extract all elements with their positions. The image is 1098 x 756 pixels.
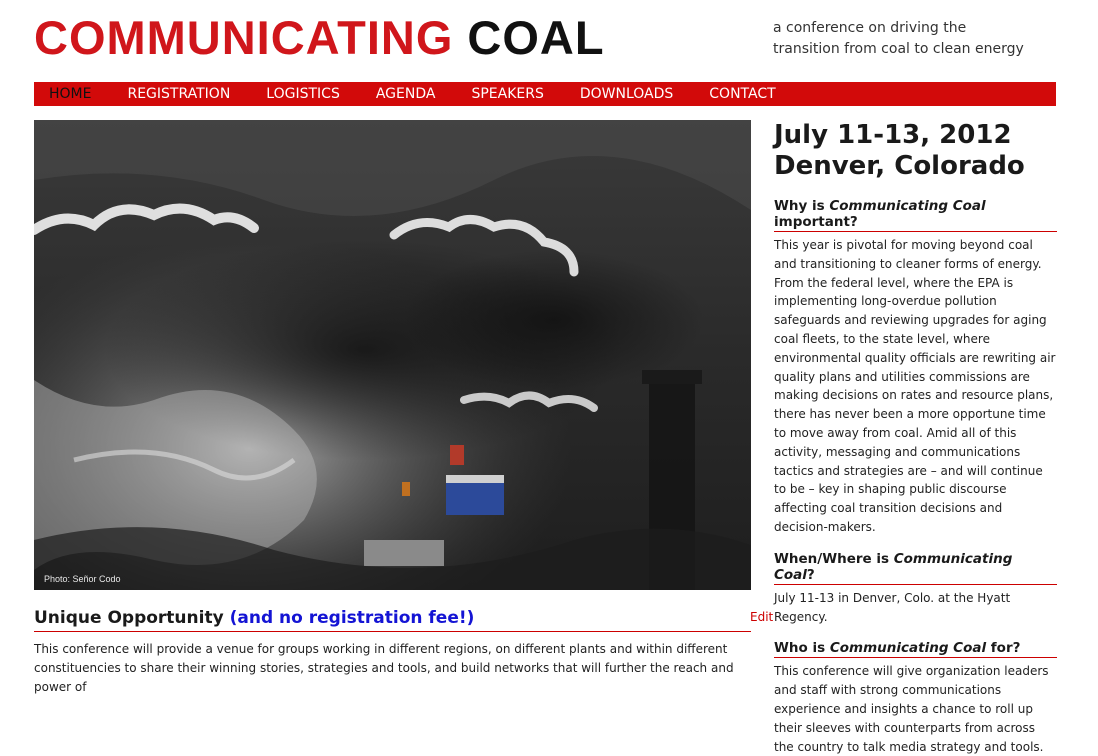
event-date: July 11-13, 2012 (774, 120, 1012, 150)
when-heading-prefix: When/Where is (774, 550, 894, 567)
who-heading-em: Communicating Coal (829, 640, 987, 657)
site-logo[interactable] (34, 10, 605, 66)
why-heading (774, 198, 1057, 232)
why-text: This year is pivotal for moving beyond coal and transitioning to cleaner forms of energy. From the federal level, where the EPA is implementing long-overdue pollution safeguards and reviewing upgrades for aging coal fleets, to the state level, where environmental quality officials are rewriting air quality plans and utilities commissions are making decisions on rates and resource plans, there has never been a more opportune time to move away from coal. Amid all of this activity, messaging and communications tactics and strategies are – and will continue to be – key in shaping public discourse affecting coal transition decisions and decision-makers. (774, 238, 1056, 534)
who-heading-suffix: for? (986, 640, 1021, 657)
no-fee-highlight: (and no registration fee!) (229, 608, 475, 628)
edit-link[interactable]: Edit (750, 610, 774, 624)
why-heading-suffix: important? (774, 214, 858, 230)
when-heading-em: Communicating Coal (774, 550, 1013, 583)
unique-opportunity-text: This conference will provide a venue for groups working in different regions, on different plants and within different constituencies to share their winning stories, strategies and tools, and build networks that will further the reach and power of (34, 642, 734, 694)
nav-logistics[interactable]: LOGISTICS (266, 86, 340, 102)
nav-downloads[interactable]: DOWNLOADS (579, 86, 674, 102)
why-heading-prefix: Why is (774, 198, 830, 214)
event-location: Denver, Colorado (774, 151, 1025, 181)
unique-opportunity-heading (34, 608, 751, 632)
hero-photo (34, 120, 751, 590)
why-heading-em: Communicating Coal (829, 198, 986, 214)
nav-contact[interactable]: CONTACT (709, 86, 776, 102)
when-heading (774, 551, 1057, 585)
when-text: July 11-13 in Denver, Colo. at the Hyatt Regency. (774, 590, 1011, 624)
nav-home[interactable]: HOME (49, 86, 92, 102)
coal-plant-smoke-image (34, 120, 751, 590)
nav-agenda[interactable]: AGENDA (375, 86, 436, 102)
nav-registration[interactable]: REGISTRATION (127, 86, 231, 102)
tagline-line-1: a conference on driving the (773, 20, 967, 36)
unique-title: Unique Opportunity (34, 608, 224, 628)
nav-speakers[interactable]: SPEAKERS (471, 86, 544, 102)
tagline-line-2: transition from coal to clean energy (773, 41, 1024, 57)
when-heading-suffix: ? (806, 566, 815, 583)
site-tagline (773, 18, 1024, 60)
main-nav (34, 82, 1056, 106)
logo-word-communicating: COMMUNICATING (34, 11, 454, 64)
who-heading-prefix: Who is (774, 640, 830, 657)
photo-credit: Photo: Señor Codo (44, 574, 121, 584)
sidebar (774, 120, 1057, 756)
who-text: This conference will give organization leaders and staff with strong communications experience and insights a chance to roll up their sleeves with counterparts from across the country to talk media strategy and tools. (774, 664, 1049, 754)
logo-word-coal: COAL (467, 11, 605, 64)
who-heading (774, 640, 1057, 658)
